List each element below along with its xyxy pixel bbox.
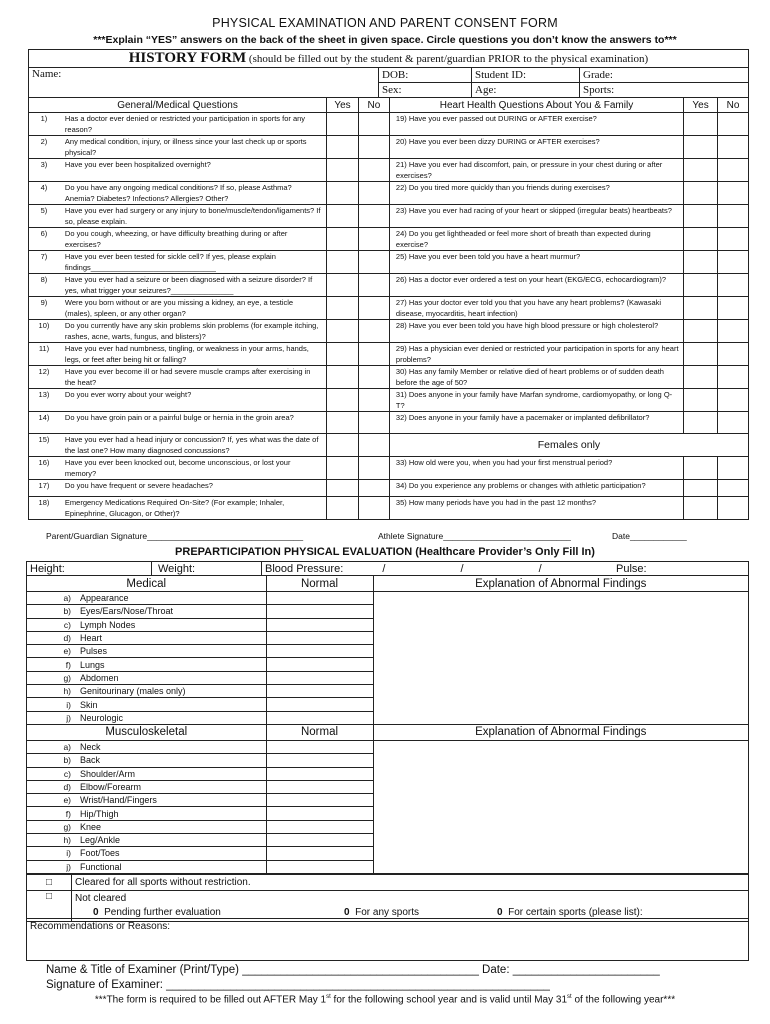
heart-yes-cell[interactable]	[684, 320, 718, 343]
heart-yes-cell[interactable]	[684, 366, 718, 389]
not-cleared-label: Not cleared	[72, 891, 749, 907]
general-yes-cell[interactable]	[327, 343, 359, 366]
question-number: 3)	[29, 159, 59, 182]
exam-item-label: Knee	[80, 820, 266, 833]
question-row	[29, 113, 749, 136]
grade-label: Grade:	[583, 69, 613, 81]
age-field[interactable]	[472, 83, 580, 98]
question-number: 12)	[29, 366, 59, 389]
general-no-cell[interactable]	[358, 113, 389, 136]
history-title-cell	[29, 50, 749, 68]
height-label: Height:	[30, 562, 65, 575]
heart-question-text: 28) Have you ever been told you have high blood pressure or high cholesterol?	[389, 320, 683, 343]
question-row	[29, 366, 749, 389]
heart-yes-cell[interactable]	[684, 228, 718, 251]
yes-header-right: Yes	[684, 98, 718, 113]
bp-slash-1: /	[382, 562, 386, 575]
medical-header: Medical	[27, 576, 267, 592]
heart-question-text: 32) Does anyone in your family have a pacemaker or implanted defibrillator?	[389, 412, 683, 434]
heart-yes-cell[interactable]	[684, 113, 718, 136]
exam-item-letter: c)	[33, 618, 80, 631]
general-yes-cell[interactable]	[327, 228, 359, 251]
exam-item-letter: j)	[33, 860, 80, 873]
general-no-cell[interactable]	[358, 159, 389, 182]
history-note: (should be filled out by the student & parent/guardian PRIOR to the physical examination)	[248, 53, 649, 65]
general-yes-cell[interactable]	[327, 457, 359, 480]
exam-item-letter: h)	[33, 685, 80, 698]
general-question-text: Do you currently have any skin problems skin problems (for example itching, rashes, acne, warts, fungus, and blisters)?	[59, 320, 327, 343]
question-number: 18)	[29, 497, 59, 520]
heart-question-text: 30) Has any family Member or relative died of heart problems or of sudden death before the age of 50?	[389, 366, 683, 389]
musculo-exam-row	[27, 740, 749, 753]
exam-normal-cell[interactable]	[266, 645, 373, 658]
cleared-checkbox[interactable]	[27, 875, 72, 891]
general-no-cell[interactable]	[358, 205, 389, 228]
exam-item-letter: j)	[33, 711, 80, 724]
exam-normal-cell[interactable]	[266, 671, 373, 684]
general-no-cell[interactable]	[358, 182, 389, 205]
heart-question-text: 27) Has your doctor ever told you that you have any heart problems? (Kawasaki disease, myocarditis, heart infection)	[389, 297, 683, 320]
exam-normal-cell[interactable]	[266, 711, 373, 724]
question-number: 7)	[29, 251, 59, 274]
question-number: 10)	[29, 320, 59, 343]
general-question-text: Do you have frequent or severe headaches?	[59, 480, 327, 497]
exam-item-label: Lymph Nodes	[80, 618, 266, 631]
exam-findings-table	[26, 575, 749, 874]
medical-exam-row	[27, 592, 749, 605]
heart-question-text: 25) Have you ever been told you have a heart murmur?	[389, 251, 683, 274]
general-question-text: Have you ever been tested for sickle cell? If yes, please explain findings______________________________	[59, 251, 327, 274]
exam-normal-cell[interactable]	[266, 685, 373, 698]
bp-slash-3: /	[538, 562, 542, 575]
heart-no-cell[interactable]	[718, 182, 749, 205]
any-sports-label: For any sports	[355, 907, 420, 918]
exam-item-letter: b)	[33, 754, 80, 767]
pending-zero: 0	[93, 907, 99, 918]
examiner-signature-line[interactable]: Signature of Examiner: ____________________________________________________________	[46, 979, 550, 991]
exam-item-label: Neurologic	[80, 711, 266, 724]
heart-no-cell[interactable]	[718, 497, 749, 520]
name-field[interactable]	[29, 68, 379, 98]
exam-item-letter: c)	[33, 767, 80, 780]
exam-item-label: Shoulder/Arm	[80, 767, 266, 780]
exam-item-label: Leg/Ankle	[80, 834, 266, 847]
heart-no-cell[interactable]	[718, 205, 749, 228]
grade-field[interactable]	[580, 68, 749, 83]
general-question-text: Have you ever had surgery or any injury to bone/muscle/tendon/ligaments? If so, please explain.	[59, 205, 327, 228]
exam-item-letter: e)	[33, 794, 80, 807]
exam-item-letter: i)	[33, 847, 80, 860]
general-yes-cell[interactable]	[327, 274, 359, 297]
medical-header-row	[27, 576, 749, 592]
exam-item-label: Hip/Thigh	[80, 807, 266, 820]
sex-label: Sex:	[382, 84, 402, 96]
validity-note-part-a: ***The form is required to be filled out AFTER May 1	[94, 994, 327, 1006]
exam-item-letter: a)	[33, 740, 80, 753]
heart-no-cell[interactable]	[718, 113, 749, 136]
exam-normal-cell[interactable]	[266, 767, 373, 780]
heart-no-cell[interactable]	[718, 228, 749, 251]
yes-header-left: Yes	[327, 98, 359, 113]
question-row	[29, 480, 749, 497]
validity-note-part-b: for the following school year and is valid until May 31	[330, 994, 568, 1006]
heart-yes-cell[interactable]	[684, 251, 718, 274]
general-no-cell[interactable]	[358, 480, 389, 497]
musculo-header-row	[27, 724, 749, 740]
heart-yes-cell[interactable]	[684, 159, 718, 182]
general-yes-cell[interactable]	[327, 320, 359, 343]
general-yes-cell[interactable]	[327, 251, 359, 274]
females-only-header: Females only	[389, 434, 748, 457]
question-number: 4)	[29, 182, 59, 205]
question-number: 15)	[29, 434, 59, 457]
general-question-text: Do you ever worry about your weight?	[59, 389, 327, 412]
exam-normal-cell[interactable]	[266, 658, 373, 671]
form-title: PHYSICAL EXAMINATION AND PARENT CONSENT FORM	[212, 16, 558, 30]
name-label: Name:	[32, 68, 62, 80]
general-no-cell[interactable]	[358, 457, 389, 480]
medical-explanation-header: Explanation of Abnormal Findings	[373, 576, 749, 592]
musculo-normal-header: Normal	[266, 724, 373, 740]
exam-item-label: Foot/Toes	[80, 847, 266, 860]
musculo-header: Musculoskeletal	[27, 724, 267, 740]
exam-item-label: Lungs	[80, 658, 266, 671]
checkbox-icon: □	[45, 891, 53, 902]
general-question-text: Have you ever become ill or had severe muscle cramps after exercising in the heat?	[59, 366, 327, 389]
heart-no-cell[interactable]	[718, 297, 749, 320]
general-no-cell[interactable]	[358, 274, 389, 297]
heart-no-cell[interactable]	[718, 136, 749, 159]
exam-normal-cell[interactable]	[266, 847, 373, 860]
sports-label: Sports:	[583, 84, 615, 96]
validity-note-sup-1: st	[326, 994, 331, 1000]
heart-yes-cell[interactable]	[684, 205, 718, 228]
heart-yes-cell[interactable]	[684, 412, 718, 434]
exam-item-letter: f)	[33, 658, 80, 671]
question-row	[29, 320, 749, 343]
history-title: HISTORY FORM	[128, 50, 247, 66]
general-no-cell[interactable]	[358, 389, 389, 412]
heart-yes-cell[interactable]	[684, 389, 718, 412]
question-number: 8)	[29, 274, 59, 297]
heart-question-text: 33) How old were you, when you had your first menstrual period?	[389, 457, 683, 480]
general-yes-cell[interactable]	[327, 412, 359, 434]
heart-question-text: 21) Have you ever had discomfort, pain, or pressure in your chest during or after exercises?	[389, 159, 683, 182]
exam-normal-cell[interactable]	[266, 834, 373, 847]
heart-yes-cell[interactable]	[684, 297, 718, 320]
general-question-text: Do you have any ongoing medical conditions? If so, please Asthma? Anemia? Diabetes? Infections? Allergies? Other?	[59, 182, 327, 205]
health-questions-table	[28, 97, 749, 520]
blood-pressure-field[interactable]	[262, 562, 611, 576]
exam-item-label: Back	[80, 754, 266, 767]
heart-no-cell[interactable]	[718, 159, 749, 182]
exam-normal-cell[interactable]	[266, 807, 373, 820]
exam-item-letter: f)	[33, 807, 80, 820]
validity-note	[0, 994, 770, 1005]
exam-normal-cell[interactable]	[266, 605, 373, 618]
general-no-cell[interactable]	[358, 251, 389, 274]
musculo-explanation-header: Explanation of Abnormal Findings	[373, 724, 749, 740]
examiner-name-line[interactable]: Name & Title of Examiner (Print/Type) _____________________________________ Date: _______________________	[46, 964, 660, 976]
exam-item-letter: d)	[33, 631, 80, 644]
recommendations-box[interactable]	[26, 918, 749, 961]
heart-no-cell[interactable]	[718, 343, 749, 366]
heart-question-text: 29) Has a physician ever denied or restricted your participation in sports for any heart problems?	[389, 343, 683, 366]
validity-note-part-c: of the following year***	[571, 994, 676, 1006]
pulse-field[interactable]	[610, 562, 749, 576]
exam-normal-cell[interactable]	[266, 592, 373, 605]
heart-no-cell[interactable]	[718, 480, 749, 497]
general-question-text: Have you ever had a head injury or concussion? If, yes what was the date of the last one? How many diagnosed concussions?	[59, 434, 327, 457]
question-row	[29, 228, 749, 251]
general-question-text: Have you ever had numbness, tingling, or weakness in your arms, hands, legs, or feet after being hit or falling?	[59, 343, 327, 366]
heart-no-cell[interactable]	[718, 389, 749, 412]
medical-normal-header: Normal	[266, 576, 373, 592]
general-question-text: Emergency Medications Required On-Site? (For example; Inhaler, Epinephrine, Glucagon, or Other)?	[59, 497, 327, 520]
question-number: 6)	[29, 228, 59, 251]
exam-item-letter: g)	[33, 820, 80, 833]
recommendations-label: Recommendations or Reasons:	[30, 921, 171, 932]
question-number: 16)	[29, 457, 59, 480]
exam-item-letter: e)	[33, 645, 80, 658]
exam-item-label: Skin	[80, 698, 266, 711]
pulse-label: Pulse:	[616, 562, 647, 575]
dob-label: DOB:	[382, 69, 409, 81]
general-yes-cell[interactable]	[327, 159, 359, 182]
question-row	[29, 159, 749, 182]
general-yes-cell[interactable]	[327, 113, 359, 136]
heart-no-cell[interactable]	[718, 274, 749, 297]
sex-field[interactable]	[379, 83, 472, 98]
musculo-explanation-box[interactable]	[373, 740, 749, 873]
exam-item-letter: a)	[33, 592, 80, 605]
exam-item-label: Elbow/Forearm	[80, 780, 266, 793]
general-no-cell[interactable]	[358, 434, 389, 457]
heart-no-cell[interactable]	[718, 251, 749, 274]
student-id-label: Student ID:	[475, 69, 527, 81]
heart-yes-cell[interactable]	[684, 457, 718, 480]
heart-question-text: 24) Do you get lightheaded or feel more short of breath than expected during exercise?	[389, 228, 683, 251]
general-yes-cell[interactable]	[327, 136, 359, 159]
heart-question-text: 35) How many periods have you had in the past 12 months?	[389, 497, 683, 520]
question-row	[29, 497, 749, 520]
exam-item-label: Heart	[80, 631, 266, 644]
clearance-table	[26, 874, 749, 922]
question-number: 14)	[29, 412, 59, 434]
cleared-label: Cleared for all sports without restriction.	[72, 875, 749, 891]
question-row	[29, 205, 749, 228]
exam-item-letter: g)	[33, 671, 80, 684]
heart-yes-cell[interactable]	[684, 274, 718, 297]
medical-explanation-box[interactable]	[373, 592, 749, 725]
heart-yes-cell[interactable]	[684, 136, 718, 159]
question-number: 1)	[29, 113, 59, 136]
blood-pressure-label: Blood Pressure:	[265, 562, 344, 575]
heart-questions-header: Heart Health Questions About You & Family	[389, 98, 683, 113]
no-header-right: No	[718, 98, 749, 113]
heart-question-text: 19) Have you ever passed out DURING or AFTER exercise?	[389, 113, 683, 136]
general-no-cell[interactable]	[358, 320, 389, 343]
question-row	[29, 297, 749, 320]
form-instructions: ***Explain “YES” answers on the back of the sheet in given space. Circle questions you don’t know the answers to***	[93, 34, 677, 46]
general-question-text: Do you cough, wheezing, or have difficulty breathing during or after exercises?	[59, 228, 327, 251]
question-number: 2)	[29, 136, 59, 159]
heart-question-text: 23) Have you ever had racing of your heart or skipped (irregular beats) heartbeats?	[389, 205, 683, 228]
dob-field[interactable]	[379, 68, 472, 83]
exam-normal-cell[interactable]	[266, 794, 373, 807]
exam-normal-cell[interactable]	[266, 780, 373, 793]
question-number: 11)	[29, 343, 59, 366]
general-yes-cell[interactable]	[327, 434, 359, 457]
exam-normal-cell[interactable]	[266, 631, 373, 644]
question-row	[29, 412, 749, 434]
question-number: 9)	[29, 297, 59, 320]
heart-question-text: 26) Has a doctor ever ordered a test on your heart (EKG/ECG, echocardiogram)?	[389, 274, 683, 297]
general-yes-cell[interactable]	[327, 205, 359, 228]
exam-normal-cell[interactable]	[266, 698, 373, 711]
exam-normal-cell[interactable]	[266, 754, 373, 767]
heart-yes-cell[interactable]	[684, 480, 718, 497]
weight-field[interactable]	[152, 562, 262, 576]
exam-item-letter: i)	[33, 698, 80, 711]
general-question-text: Do you have groin pain or a painful bulge or hernia in the groin area?	[59, 412, 327, 434]
exam-item-letter: h)	[33, 834, 80, 847]
vitals-table	[26, 561, 749, 576]
heart-question-text: 31) Does anyone in your family have Marfan syndrome, cardiomyopathy, or long Q-T?	[389, 389, 683, 412]
history-header-table	[28, 49, 749, 98]
heart-yes-cell[interactable]	[684, 497, 718, 520]
question-row	[29, 343, 749, 366]
sports-field[interactable]	[580, 83, 749, 98]
general-question-text: Have you ever been knocked out, become unconscious, or lost your memory?	[59, 457, 327, 480]
checkbox-icon: □	[45, 877, 53, 888]
general-question-text: Have you ever been hospitalized overnight?	[59, 159, 327, 182]
general-no-cell[interactable]	[358, 136, 389, 159]
heart-no-cell[interactable]	[718, 412, 749, 434]
general-yes-cell[interactable]	[327, 366, 359, 389]
exam-item-label: Abdomen	[80, 671, 266, 684]
general-no-cell[interactable]	[358, 497, 389, 520]
any-sports-option[interactable]	[344, 907, 419, 918]
athlete-signature-line[interactable]: Athlete Signature___________________________	[378, 531, 571, 541]
exam-item-label: Pulses	[80, 645, 266, 658]
question-row	[29, 457, 749, 480]
certain-sports-option[interactable]	[497, 907, 643, 918]
general-no-cell[interactable]	[358, 228, 389, 251]
exam-normal-cell[interactable]	[266, 820, 373, 833]
age-label: Age:	[475, 84, 497, 96]
heart-no-cell[interactable]	[718, 366, 749, 389]
exam-item-label: Wrist/Hand/Fingers	[80, 794, 266, 807]
exam-item-label: Eyes/Ears/Nose/Throat	[80, 605, 266, 618]
certain-zero: 0	[497, 907, 503, 918]
exam-normal-cell[interactable]	[266, 740, 373, 753]
pending-option[interactable]	[93, 907, 221, 918]
question-row	[29, 274, 749, 297]
general-question-text: Has a doctor ever denied or restricted your participation in sports for any reason?	[59, 113, 327, 136]
exam-item-label: Appearance	[80, 592, 266, 605]
ppe-title: PREPARTICIPATION PHYSICAL EVALUATION (Healthcare Provider’s Only Fill In)	[175, 546, 595, 558]
question-row	[29, 434, 749, 457]
certain-sports-label: For certain sports (please list):	[508, 907, 643, 918]
signature-date-line[interactable]: Date____________	[612, 531, 687, 541]
general-yes-cell[interactable]	[327, 480, 359, 497]
general-yes-cell[interactable]	[327, 497, 359, 520]
exam-item-label: Genitourinary (males only)	[80, 685, 266, 698]
exam-item-label: Functional	[80, 860, 266, 873]
validity-note-sup-2: st	[567, 994, 572, 1000]
general-yes-cell[interactable]	[327, 297, 359, 320]
question-number: 13)	[29, 389, 59, 412]
question-row	[29, 136, 749, 159]
exam-item-letter: b)	[33, 605, 80, 618]
question-number: 17)	[29, 480, 59, 497]
general-no-cell[interactable]	[358, 366, 389, 389]
not-cleared-checkbox[interactable]	[27, 891, 72, 922]
heart-question-text: 20) Have you ever been dizzy DURING or AFTER exercises?	[389, 136, 683, 159]
student-id-field[interactable]	[472, 68, 580, 83]
question-number: 5)	[29, 205, 59, 228]
no-header-left: No	[358, 98, 389, 113]
question-row	[29, 182, 749, 205]
general-question-text: Have you ever had a seizure or been diagnosed with a seizure disorder? If yes, what trigger your seizures?_______________	[59, 274, 327, 297]
parent-signature-line[interactable]: Parent/Guardian Signature_________________________________	[46, 531, 304, 541]
heart-question-text: 22) Do you tired more quickly than you friends during exercises?	[389, 182, 683, 205]
any-zero: 0	[344, 907, 350, 918]
bp-slash-2: /	[460, 562, 464, 575]
heart-no-cell[interactable]	[718, 457, 749, 480]
exam-item-letter: d)	[33, 780, 80, 793]
general-yes-cell[interactable]	[327, 389, 359, 412]
general-yes-cell[interactable]	[327, 182, 359, 205]
exam-normal-cell[interactable]	[266, 860, 373, 873]
general-no-cell[interactable]	[358, 297, 389, 320]
question-row	[29, 389, 749, 412]
pending-label: Pending further evaluation	[104, 907, 221, 918]
question-row	[29, 251, 749, 274]
heart-yes-cell[interactable]	[684, 182, 718, 205]
general-question-text: Were you born without or are you missing a kidney, an eye, a testicle (males), spleen, or any other organ?	[59, 297, 327, 320]
heart-question-text: 34) Do you experience any problems or changes with athletic participation?	[389, 480, 683, 497]
general-questions-header: General/Medical Questions	[29, 98, 327, 113]
heart-no-cell[interactable]	[718, 320, 749, 343]
weight-label: Weight:	[158, 562, 196, 575]
exam-normal-cell[interactable]	[266, 618, 373, 631]
height-field[interactable]	[27, 562, 152, 576]
general-question-text: Any medical condition, injury, or illness since your last check up or sports physical?	[59, 136, 327, 159]
heart-yes-cell[interactable]	[684, 343, 718, 366]
general-no-cell[interactable]	[358, 412, 389, 434]
exam-item-label: Neck	[80, 740, 266, 753]
general-no-cell[interactable]	[358, 343, 389, 366]
